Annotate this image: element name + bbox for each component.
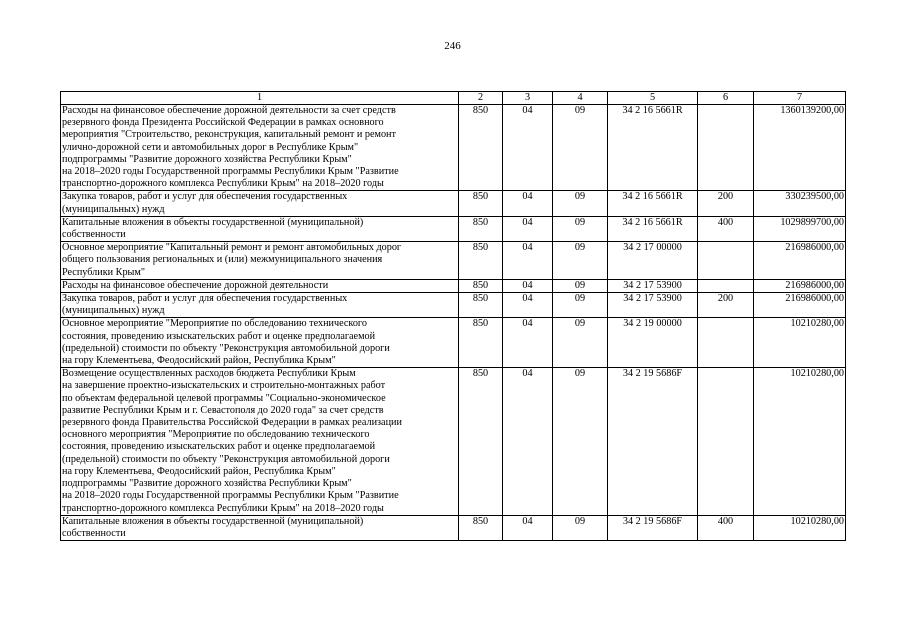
row-expense-type: 400 [698,216,754,241]
row-amount: 1029899700,00 [754,216,846,241]
row-code-3: 04 [503,191,553,216]
row-code-4: 09 [553,318,608,368]
row-expense-type: 200 [698,191,754,216]
row-description: Возмещение осуществленных расходов бюджета Республики Крым на завершение проектно-изыскательских и строительно-монтажных работ по объектам федеральной целевой программы "Социально-экономическое развитие Республики Крым и г. Севастополя до 2020 года" за счет средств резервного фонда Правительства Российской Федерации в рамках реализации основного мероприятия "Мероприятие по обследованию технического состояния, проведению изыскательских работ и оценке предполагаемой (предельной) стоимости по объекту "Реконструкция автомобильной дороги на гору Клементьева, Феодосийский район, Республика Крым" подпрограммы "Развитие дорожного хозяйства Республики Крым" на 2018–2020 годы Государственной программы Республики Крым "Развитие транспортно-дорожного комплекса Республики Крым" на 2018–2020 годы [61,368,459,515]
header-col-7: 7 [754,92,846,105]
row-target-article: 34 2 16 5661R [608,191,698,216]
table-row [61,105,846,191]
row-target-article: 34 2 19 00000 [608,318,698,368]
row-code-4: 09 [553,515,608,540]
row-code-2: 850 [459,191,503,216]
header-col-2: 2 [459,92,503,105]
row-target-article: 34 2 17 53900 [608,293,698,318]
row-description: Капитальные вложения в объекты государственной (муниципальной) собственности [61,216,459,241]
row-expense-type [698,318,754,368]
row-code-3: 04 [503,105,553,191]
header-col-6: 6 [698,92,754,105]
row-target-article: 34 2 19 5686F [608,515,698,540]
row-code-3: 04 [503,216,553,241]
table-row [61,191,846,216]
row-target-article: 34 2 16 5661R [608,216,698,241]
row-expense-type: 200 [698,293,754,318]
row-code-3: 04 [503,293,553,318]
row-description: Закупка товаров, работ и услуг для обеспечения государственных (муниципальных) нужд [61,293,459,318]
row-code-3: 04 [503,368,553,515]
row-code-2: 850 [459,515,503,540]
row-target-article: 34 2 19 5686F [608,368,698,515]
row-expense-type [698,279,754,292]
row-target-article: 34 2 17 00000 [608,242,698,280]
row-description: Закупка товаров, работ и услуг для обеспечения государственных (муниципальных) нужд [61,191,459,216]
row-code-3: 04 [503,515,553,540]
header-row [61,92,846,105]
row-code-2: 850 [459,318,503,368]
row-code-4: 09 [553,293,608,318]
table-row [61,216,846,241]
row-code-4: 09 [553,242,608,280]
row-description: Основное мероприятие "Мероприятие по обследованию технического состояния, проведению изыскательских работ и оценке предполагаемой (предельной) стоимости по объекту "Реконструкция автомобильной дороги на гору Клементьева, Феодосийский район, Республика Крым" [61,318,459,368]
row-amount: 10210280,00 [754,368,846,515]
row-expense-type: 400 [698,515,754,540]
row-target-article: 34 2 17 53900 [608,279,698,292]
row-code-3: 04 [503,242,553,280]
row-target-article: 34 2 16 5661R [608,105,698,191]
row-amount: 216986000,00 [754,242,846,280]
header-col-3: 3 [503,92,553,105]
row-amount: 330239500,00 [754,191,846,216]
row-code-2: 850 [459,216,503,241]
row-description: Расходы на финансовое обеспечение дорожной деятельности за счет средств резервного фонда Президента Российской Федерации в рамках основного мероприятия "Строительство, реконструкция, капитальный ремонт и ремонт улично-дорожной сети и автомобильных дорог в Республике Крым" подпрограммы "Развитие дорожного хозяйства Республики Крым" на 2018–2020 годы Государственной программы Республики Крым "Развитие транспортно-дорожного комплекса Республики Крым" на 2018–2020 годы [61,105,459,191]
row-code-4: 09 [553,105,608,191]
table-row [61,318,846,368]
table-row [61,368,846,515]
row-expense-type [698,242,754,280]
row-amount: 216986000,00 [754,279,846,292]
row-code-2: 850 [459,242,503,280]
row-code-3: 04 [503,318,553,368]
budget-table [60,91,846,541]
row-expense-type [698,105,754,191]
table-header [61,92,846,105]
page-number: 246 [444,40,461,52]
row-code-4: 09 [553,216,608,241]
header-col-5: 5 [608,92,698,105]
row-code-2: 850 [459,368,503,515]
row-description: Основное мероприятие "Капитальный ремонт и ремонт автомобильных дорог общего пользования региональных и (или) межмуниципального значения Республики Крым" [61,242,459,280]
row-description: Капитальные вложения в объекты государственной (муниципальной) собственности [61,515,459,540]
row-amount: 216986000,00 [754,293,846,318]
table-row [61,293,846,318]
row-code-4: 09 [553,191,608,216]
table-row [61,515,846,540]
row-code-4: 09 [553,279,608,292]
row-amount: 10210280,00 [754,515,846,540]
row-code-4: 09 [553,368,608,515]
row-code-2: 850 [459,279,503,292]
row-expense-type [698,368,754,515]
header-col-4: 4 [553,92,608,105]
row-amount: 1360139200,00 [754,105,846,191]
row-description: Расходы на финансовое обеспечение дорожной деятельности [61,279,459,292]
row-code-2: 850 [459,105,503,191]
row-amount: 10210280,00 [754,318,846,368]
table-body [61,105,846,541]
row-code-3: 04 [503,279,553,292]
table-row [61,279,846,292]
header-col-1: 1 [61,92,459,105]
table-row [61,242,846,280]
row-code-2: 850 [459,293,503,318]
